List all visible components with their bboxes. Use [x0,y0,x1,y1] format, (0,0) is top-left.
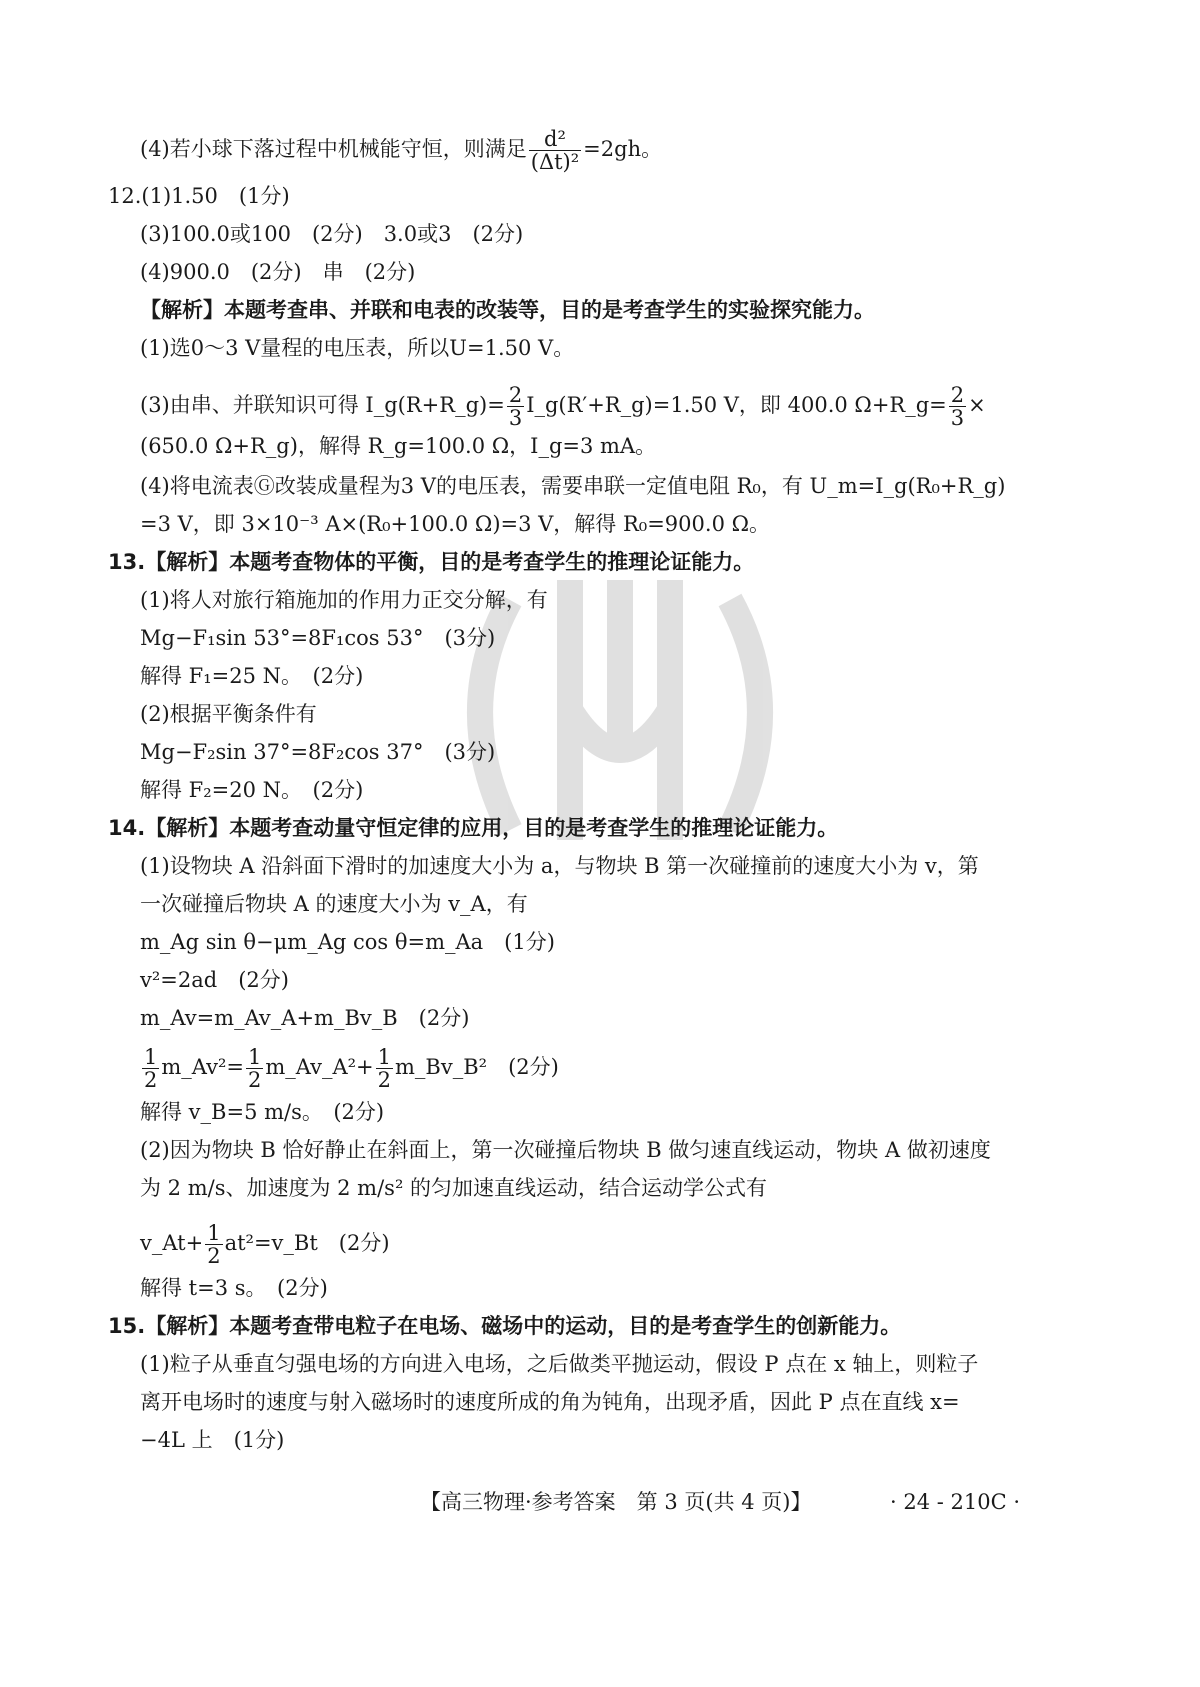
fraction-1-2-a: $\frac{1}{2}$ [144,1045,158,1092]
line-q14-eq1: m_Ag sin θ−μm_Ag cos θ=m_Aa (1分) [140,930,555,954]
line-q14-1b: 一次碰撞后物块 A 的速度大小为 v_A，有 [140,892,528,916]
line-q14-eq4: $\frac{1}{2}$ m_Av²= $\frac{1}{2}$ m_Av_A²+ $\frac{1}{2}$ m_Bv_B² (2分) [144,1045,559,1092]
fraction-1-2-b: $\frac{1}{2}$ [247,1045,262,1092]
fraction-2-3-b: $\frac{2}{3}$ [950,383,965,430]
page-code: · 24 - 210C · [890,1490,1021,1514]
line-q13-res1: 解得 F₁=25 N。 (2分) [140,664,364,688]
line-q15-1c: −4L 上 (1分) [140,1428,285,1452]
line-q14-2: (2)因为物块 B 恰好静止在斜面上，第一次碰撞后物块 B 做匀速直线运动，物块 A 做初速度 [140,1138,991,1162]
line-q15-1b: 离开电场时的速度与射入磁场时的速度所成的角为钝角，出现矛盾，因此 P 点在直线 x= [140,1390,960,1414]
analysis-q14-heading: 14.【解析】本题考查动量守恒定律的应用，目的是考查学生的推理论证能力。 [108,816,839,840]
line-q13-res2: 解得 F₂=20 N。 (2分) [140,778,364,802]
line-q12-3: (3)100.0或100 (2分) 3.0或3 (2分) [140,222,524,246]
line-q12-1: 12.(1)1.50 (1分) [108,184,290,208]
line-q12-sol-4b: =3 V，即 3×10⁻³ A×(R₀+100.0 Ω)=3 V，解得 R₀=900.0 Ω。 [140,512,771,536]
line-q11-4: (4)若小球下落过程中机械能守恒，则满足 $\frac{\text{d²}}{\text{(Δt)²}}$ =2gh。 [140,127,663,174]
line-q12-sol-4: (4)将电流表Ⓖ改装成量程为3 V的电压表，需要串联一定值电阻 R₀，有 U_m=I_g(R₀+R_g) [140,474,1006,498]
line-q13-2: (2)根据平衡条件有 [140,702,317,726]
fraction-1-2-d: $\frac{1}{2}$ [207,1221,221,1268]
line-q12-sol-1: (1)选0～3 V量程的电压表，所以U=1.50 V。 [140,336,575,360]
line-q14-res2: 解得 t=3 s。 (2分) [140,1276,328,1300]
line-q14-2b: 为 2 m/s、加速度为 2 m/s² 的匀加速直线运动，结合运动学公式有 [140,1176,768,1200]
line-q13-eq1: Mg−F₁sin 53°=8F₁cos 53° (3分) [140,626,496,650]
line-q14-res1: 解得 v_B=5 m/s。 (2分) [140,1100,385,1124]
line-q15-1: (1)粒子从垂直匀强电场的方向进入电场，之后做类平抛运动，假设 P 点在 x 轴上，则粒子 [140,1352,979,1376]
analysis-q15-heading: 15.【解析】本题考查带电粒子在电场、磁场中的运动，目的是考查学生的创新能力。 [108,1314,902,1338]
line-q13-1: (1)将人对旅行箱施加的作用力正交分解，有 [140,588,548,612]
page-footer: 【高三物理·参考答案 第 3 页(共 4 页)】 [420,1490,812,1514]
line-q13-eq2: Mg−F₂sin 37°=8F₂cos 37° (3分) [140,740,496,764]
line-q14-eq2: v²=2ad (2分) [140,968,289,992]
line-q14-1: (1)设物块 A 沿斜面下滑时的加速度大小为 a，与物块 B 第一次碰撞前的速度大小为 v，第 [140,854,979,878]
analysis-q13-heading: 13.【解析】本题考查物体的平衡，目的是考查学生的推理论证能力。 [108,550,755,574]
line-q12-4: (4)900.0 (2分) 串 (2分) [140,260,416,284]
line-q14-eq5: v_At+ $\frac{1}{2}$ at²=v_Bt (2分) [140,1221,390,1268]
line-q12-sol-3b: (650.0 Ω+R_g)，解得 R_g=100.0 Ω，I_g=3 mA。 [140,434,657,458]
fraction-1-2-c: $\frac{1}{2}$ [377,1045,392,1092]
analysis-q12-heading: 【解析】本题考查串、并联和电表的改装等，目的是考查学生的实验探究能力。 [140,298,875,322]
line-q14-eq3: m_Av=m_Av_A+m_Bv_B (2分) [140,1006,470,1030]
fraction-2-3-a: $\frac{2}{3}$ [508,383,523,430]
line-q12-sol-3: (3)由串、并联知识可得 I_g(R+R_g)= $\frac{2}{3}$ I_g(R′+R_g)=1.50 V，即 400.0 Ω+R_g= $\frac{2}{3}$ × [140,383,986,430]
fraction-d2-over-dt2: $\frac{\text{d²}}{\text{(Δt)²}}$ [530,127,580,174]
